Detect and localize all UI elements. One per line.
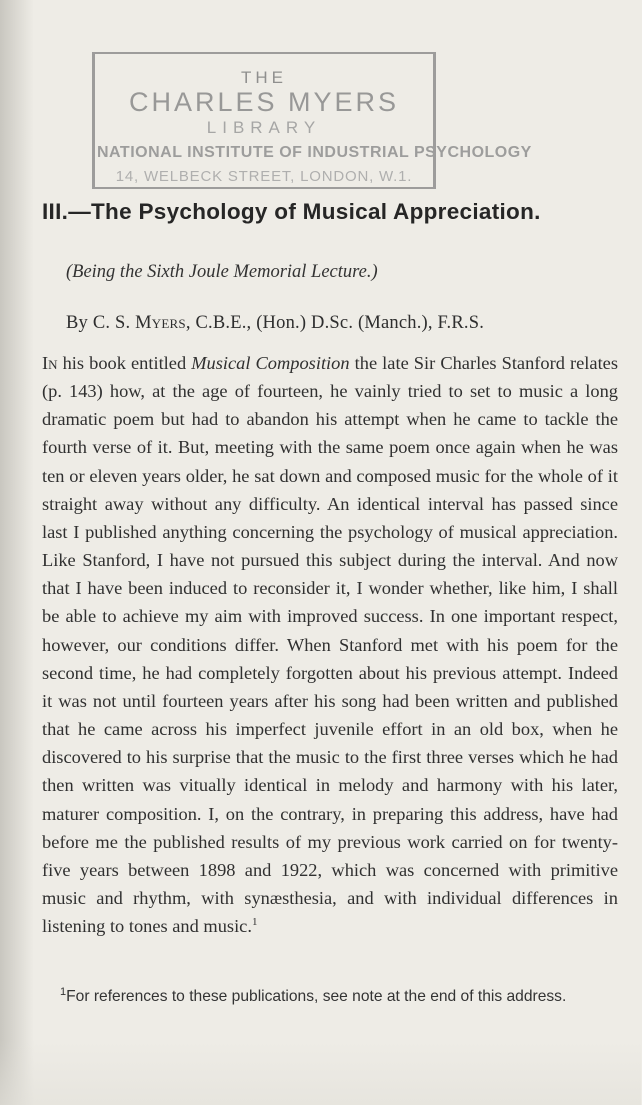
footnote (42, 985, 618, 1008)
byline-prefix: By C. S. (66, 313, 136, 333)
stamp-line-name: CHARLES MYERS (128, 87, 400, 117)
body-paragraph (42, 349, 618, 940)
paragraph-text-start: his book entitled (57, 353, 192, 373)
book-title: Musical Composition (191, 353, 350, 373)
paragraph-lead-word: In (42, 353, 58, 373)
lecture-heading: III.—The Psychology of Musical Appreciation. (42, 199, 541, 224)
lecture-subtitle: (Being the Sixth Joule Memorial Lecture.) (66, 262, 378, 282)
author-byline (66, 313, 642, 334)
footnote-reference: 1 (251, 916, 258, 928)
footnote-text: For references to these publications, see note at the end of this address. (66, 988, 567, 1005)
byline-author-name: Myers (135, 313, 186, 333)
byline-credentials: , C.B.E., (Hon.) D.Sc. (Manch.), F.R.S. (185, 313, 485, 333)
footnote-marker: 1 (60, 985, 67, 998)
stamp-line-the: THE (241, 68, 287, 87)
footnote-text-block (42, 985, 618, 1008)
stamp-line-library: LIBRARY (206, 118, 322, 137)
page-bottom-shade (0, 1040, 641, 1105)
paragraph-text-main: the late Sir Charles Stanford relates (p. 143) how, at the age of fourteen, he vainly tried to set to music a long dramatic poem but had to abandon his attempt when he came to tackle the fourth verse of it. But, meeting with the same poem once again when he was ten or eleven years older, he sat down and composed music for the whole of it straight away without any difficulty. An identical interval has passed since last I published anything concerning the psychology of musical appreciation. Like Stanford, I have not pursued this subject during the interval. And now that I have been induced to reconsider it, I wonder whether, like him, I shall be able to achieve my aim with improved success. In one important respect, however, our conditions differ. When Stanford met with his poem for the second time, he had completely forgotten about his previous attempt. Indeed it was not until fourteen years after his song had been written and published that he came across his imperfect juvenile effort in an old box, when he discovered to his surprise that the music to the first three verses which he had then written was vitually identical in melody and harmony with his later, maturer composition. I, on the contrary, in preparing this address, have had before me the published results of my previous work carried on for twenty-five years between 1898 and 1922, which was concerned with primitive music and rhythm, with synæsthesia, and with individual differences in listening to tones and music. (42, 353, 618, 937)
stamp-line-institute: NATIONAL INSTITUTE OF INDUSTRIAL PSYCHOLOGY (97, 144, 532, 161)
stamp-line-address: 14, WELBECK STREET, LONDON, W.1. (115, 168, 413, 185)
library-stamp (92, 52, 532, 189)
page-gutter-shadow (0, 0, 34, 1105)
